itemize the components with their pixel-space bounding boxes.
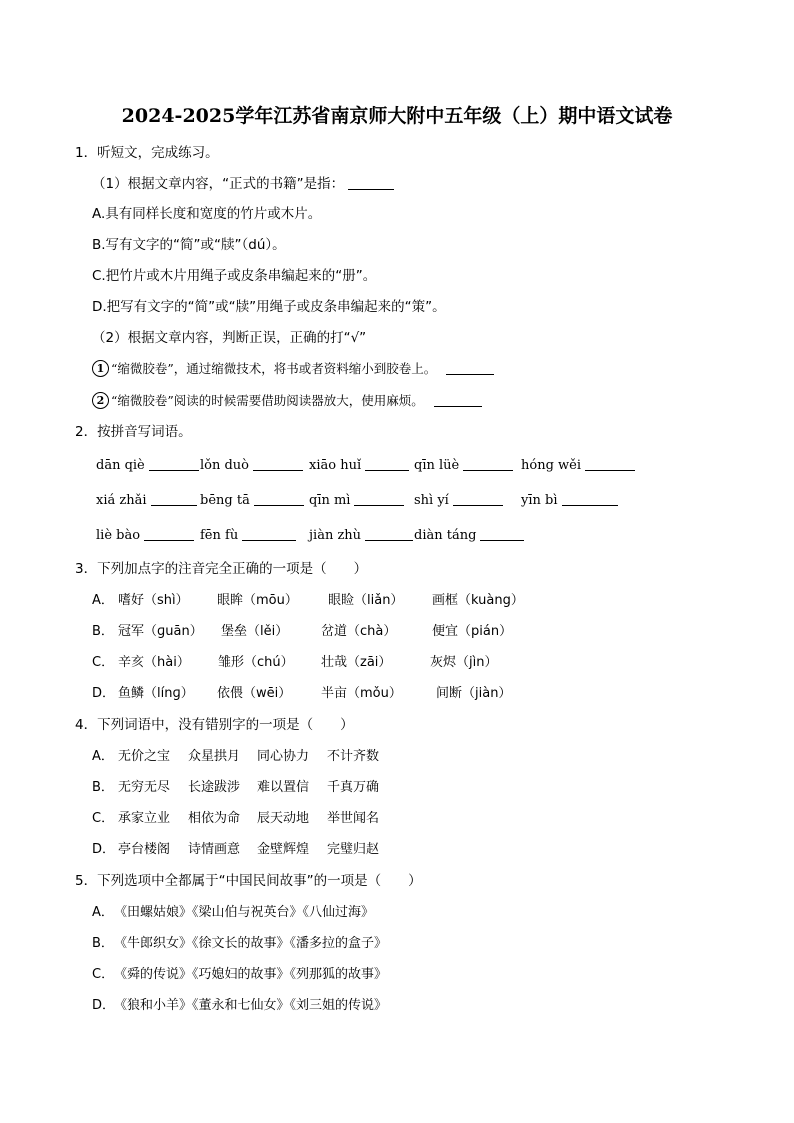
q3-option-item: 堡垒（lěi） bbox=[221, 624, 289, 639]
answer-blank[interactable] bbox=[365, 457, 409, 471]
q3-option-label: A． bbox=[92, 593, 114, 608]
answer-blank[interactable] bbox=[151, 492, 197, 506]
pinyin-item: xiá zhǎi bbox=[96, 491, 197, 511]
q4-option-label: D． bbox=[92, 842, 116, 857]
q3-option-item: 半亩（mǒu） bbox=[321, 686, 402, 701]
q4-option-item: 完璧归赵 bbox=[327, 842, 380, 857]
q4-option-item: 千真万确 bbox=[327, 780, 380, 795]
q3-option-label: C． bbox=[92, 655, 115, 670]
question-1-sub1 bbox=[92, 174, 394, 194]
judge-item-2 bbox=[92, 391, 482, 411]
q4-option-item: 长途跋涉 bbox=[188, 780, 241, 795]
question-1-stem: 1．听短文，完成练习。 bbox=[75, 145, 219, 161]
q3-option-label: B． bbox=[92, 624, 114, 639]
q3-option-item: 眼睑（liǎn） bbox=[328, 593, 404, 608]
pinyin-item: bēng tā bbox=[200, 491, 304, 511]
q3-option-item: 冠军（ɡuān） bbox=[118, 624, 203, 639]
answer-blank[interactable] bbox=[253, 457, 303, 471]
answer-blank[interactable] bbox=[446, 361, 494, 375]
judge-item-1 bbox=[92, 359, 494, 379]
q5-option-label: B． bbox=[92, 936, 114, 951]
answer-blank[interactable] bbox=[144, 527, 194, 541]
q3-option-item: 灰烬（jìn） bbox=[430, 655, 498, 670]
answer-blank[interactable] bbox=[585, 457, 635, 471]
answer-blank[interactable] bbox=[453, 492, 503, 506]
question-1-sub2: （2）根据文章内容，判断正误，正确的打“√” bbox=[92, 330, 367, 346]
q4-option-item: 亭台楼阁 bbox=[118, 842, 171, 857]
q5-option-label: D． bbox=[92, 998, 116, 1013]
answer-blank[interactable] bbox=[348, 176, 394, 190]
pinyin-item: diàn táng bbox=[414, 526, 524, 546]
circled-number: 2 bbox=[92, 392, 109, 409]
pinyin-item: qīn mì bbox=[309, 491, 404, 511]
answer-blank[interactable] bbox=[365, 527, 413, 541]
q3-option-item: 嗜好（shì） bbox=[118, 593, 189, 608]
q4-option-label: A． bbox=[92, 749, 114, 764]
pinyin-item: fēn fù bbox=[200, 526, 296, 546]
q4-option-item: 无穷无尽 bbox=[118, 780, 171, 795]
q4-option-item: 举世闻名 bbox=[327, 811, 380, 826]
answer-blank[interactable] bbox=[463, 457, 513, 471]
answer-blank[interactable] bbox=[149, 457, 199, 471]
pinyin-item: lǒn duò bbox=[200, 456, 303, 476]
judge-text: “缩微胶卷”阅读的时候需要借助阅读器放大，使用麻烦。 bbox=[111, 393, 424, 408]
q4-option-item: 相依为命 bbox=[188, 811, 241, 826]
answer-blank[interactable] bbox=[562, 492, 618, 506]
judge-text: “缩微胶卷”，通过缩微技术，将书或者资料缩小到胶卷上。 bbox=[111, 361, 437, 376]
q3-option-item: 便宜（pián） bbox=[432, 624, 513, 639]
pinyin-item: qīn lüè bbox=[414, 456, 513, 476]
q3-option-item: 辛亥（hài） bbox=[118, 655, 190, 670]
pinyin-item: shì yí bbox=[414, 491, 503, 511]
q5-option-text: 《狼和小羊》《董永和七仙女》《刘三姐的传说》 bbox=[114, 998, 388, 1013]
q5-option-label: C． bbox=[92, 967, 115, 982]
q3-option-item: 雏形（chú） bbox=[218, 655, 294, 670]
sub1-text: （1）根据文章内容，“正式的书籍”是指： bbox=[92, 176, 345, 192]
answer-blank[interactable] bbox=[254, 492, 304, 506]
q1-option-b: B.写有文字的“简”或“牍”（dú）。 bbox=[92, 237, 286, 253]
pinyin-item: yīn bì bbox=[521, 491, 618, 511]
q3-option-item: 鱼鳞（línɡ） bbox=[118, 686, 194, 701]
q1-option-d: D.把写有文字的“简”或“牍”用绳子或皮条串编起来的“策”。 bbox=[92, 299, 446, 315]
q4-option-item: 诗情画意 bbox=[188, 842, 241, 857]
q3-option-item: 壮哉（zāi） bbox=[321, 655, 392, 670]
question-4-stem: 4．下列词语中，没有错别字的一项是（ ） bbox=[75, 717, 354, 733]
q1-option-c: C.把竹片或木片用绳子或皮条串编起来的“册”。 bbox=[92, 268, 377, 284]
pinyin-item: xiāo huǐ bbox=[309, 456, 409, 476]
question-3-stem: 3．下列加点字的注音完全正确的一项是（ ） bbox=[75, 561, 368, 577]
q3-option-item: 画框（kuàng） bbox=[432, 593, 524, 608]
q3-option-item: 间断（jiàn） bbox=[436, 686, 512, 701]
q4-option-item: 不计齐数 bbox=[327, 749, 380, 764]
q5-option-text: 《牛郎织女》《徐文长的故事》《潘多拉的盒子》 bbox=[114, 936, 388, 951]
answer-blank[interactable] bbox=[354, 492, 404, 506]
page-title: 2024-2025学年江苏省南京师大附中五年级（上）期中语文试卷 bbox=[121, 105, 673, 127]
q4-option-label: C． bbox=[92, 811, 115, 826]
q4-option-item: 无价之宝 bbox=[118, 749, 171, 764]
q4-option-item: 众星拱月 bbox=[188, 749, 241, 764]
answer-blank[interactable] bbox=[434, 393, 482, 407]
q1-option-a: A.具有同样长度和宽度的竹片或木片。 bbox=[92, 206, 322, 222]
q4-option-item: 难以置信 bbox=[257, 780, 310, 795]
answer-blank[interactable] bbox=[480, 527, 524, 541]
pinyin-item: dān qiè bbox=[96, 456, 199, 476]
q3-option-item: 眼眸（mōu） bbox=[217, 593, 298, 608]
q4-option-item: 承家立业 bbox=[118, 811, 171, 826]
pinyin-item: liè bào bbox=[96, 526, 194, 546]
q3-option-label: D． bbox=[92, 686, 116, 701]
q3-option-item: 岔道（chà） bbox=[321, 624, 397, 639]
q5-option-text: 《田螺姑娘》《梁山伯与祝英台》《八仙过海》 bbox=[114, 905, 375, 920]
pinyin-item: jiàn zhù bbox=[309, 526, 413, 546]
q4-option-label: B． bbox=[92, 780, 114, 795]
q5-option-text: 《舜的传说》《巧媳妇的故事》《列那狐的故事》 bbox=[114, 967, 388, 982]
circled-number: 1 bbox=[92, 360, 109, 377]
q5-option-label: A． bbox=[92, 905, 114, 920]
q4-option-item: 金壁辉煌 bbox=[257, 842, 310, 857]
q3-option-item: 依偎（wēi） bbox=[217, 686, 292, 701]
q4-option-item: 同心协力 bbox=[257, 749, 310, 764]
pinyin-item: hóng wěi bbox=[521, 456, 635, 476]
answer-blank[interactable] bbox=[242, 527, 296, 541]
question-5-stem: 5．下列选项中全都属于“中国民间故事”的一项是（ ） bbox=[75, 873, 422, 889]
q4-option-item: 辰天动地 bbox=[257, 811, 310, 826]
question-2-stem: 2．按拼音写词语。 bbox=[75, 424, 192, 440]
